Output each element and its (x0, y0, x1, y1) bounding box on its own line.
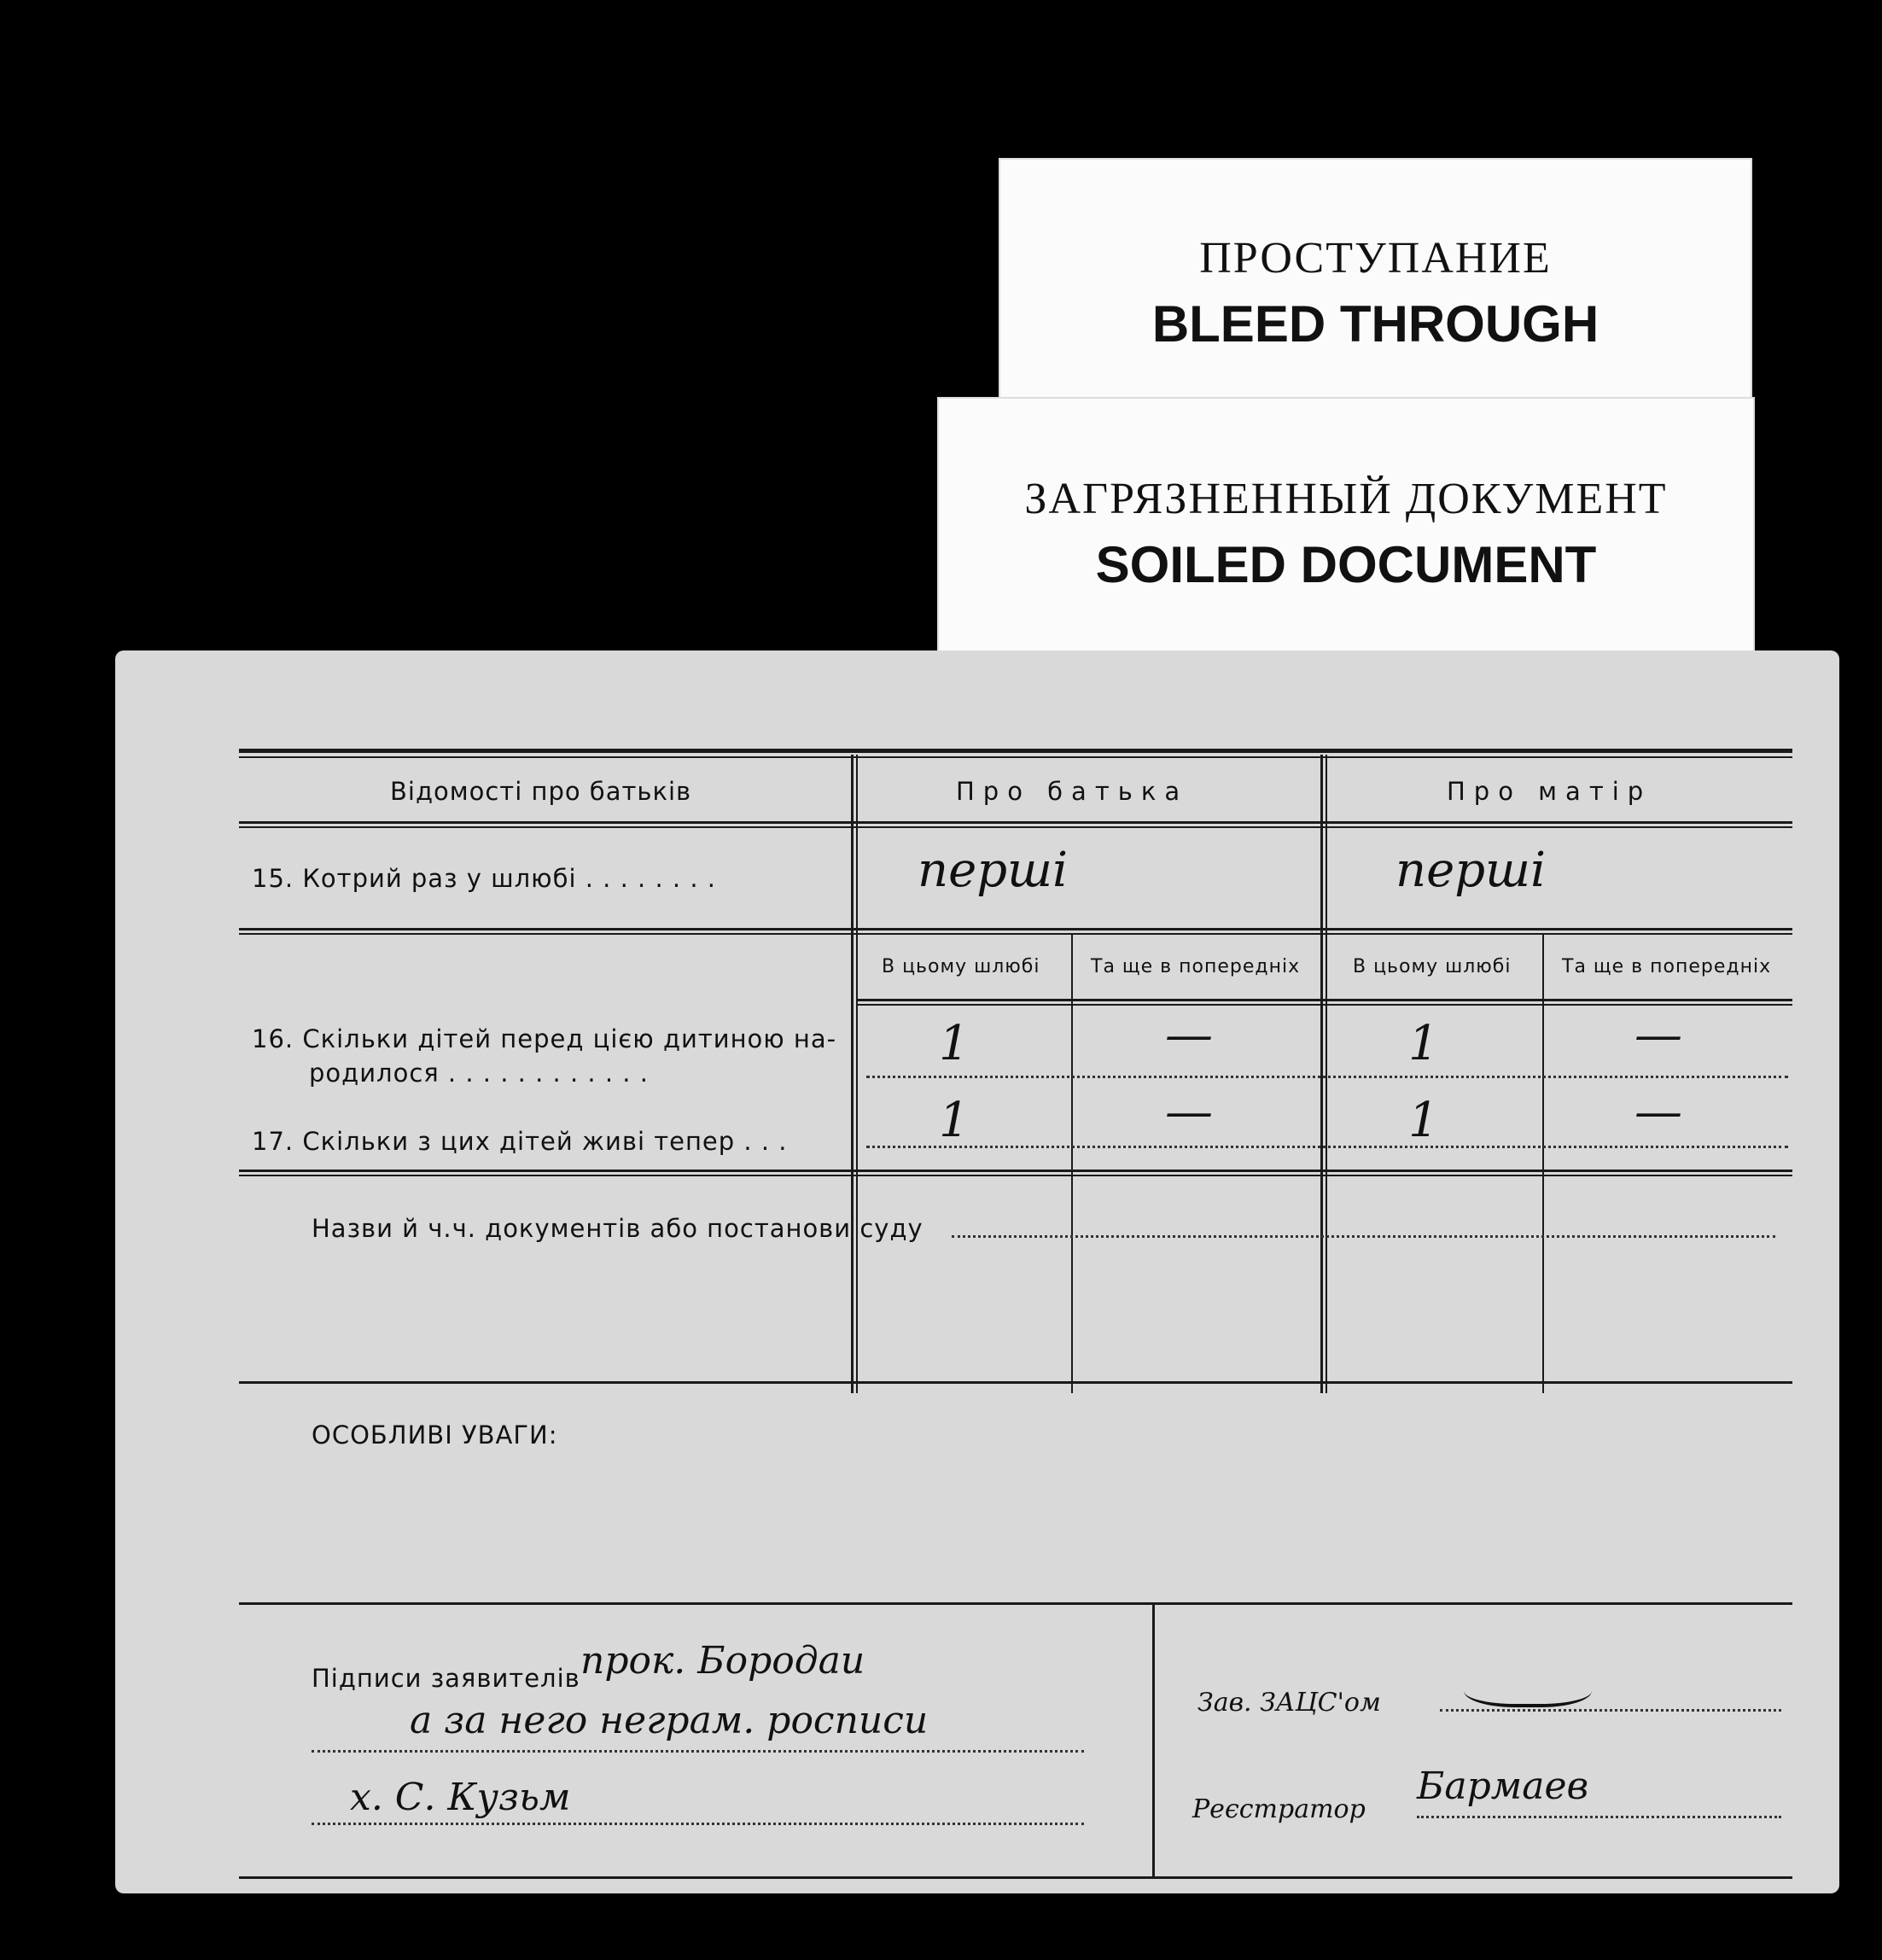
col-divider (856, 755, 858, 1393)
head-signature (1464, 1666, 1592, 1707)
row16-label-line1: 16. Скільки дітей перед цією дитиною на- (252, 1024, 837, 1053)
head-label: Зав. ЗАЦС'ом (1197, 1688, 1381, 1718)
row16-mother-prev: — (1634, 1007, 1682, 1063)
row16-label-line2: родилося . . . . . . . . . . . . (309, 1059, 649, 1088)
rule (239, 1381, 1792, 1384)
col-divider (1320, 755, 1323, 1393)
row16-father-prev: — (1165, 1007, 1213, 1063)
soiled-document-en: SOILED DOCUMENT (1095, 536, 1597, 593)
signature-line3: х. С. Кузьм (350, 1776, 571, 1819)
bleed-through-en: BLEED THROUGH (1151, 295, 1599, 353)
header-father: Про батька (956, 777, 1189, 806)
signature-line2: а за него неграм. росписи (410, 1699, 929, 1742)
rule (239, 1170, 1792, 1172)
subheader-father-this: В цьому шлюбі (882, 956, 1040, 977)
soiled-document-flag (937, 397, 1755, 670)
soiled-document-ru: ЗАГРЯЗНЕННЫЙ ДОКУМЕНТ (1024, 475, 1668, 523)
col-divider (851, 755, 854, 1393)
header-parents-info: Відомості про батьків (390, 777, 692, 806)
rule (239, 933, 1792, 935)
rule (856, 1004, 1792, 1006)
row17-label: 17. Скільки з цих дітей живі тепер . . . (252, 1127, 788, 1156)
signature-dotted-line (312, 1750, 1084, 1753)
rule (239, 1175, 1792, 1176)
header-mother: Про матір (1447, 777, 1652, 806)
rule (856, 999, 1792, 1001)
subheader-father-prev: Та ще в попередніх (1091, 956, 1301, 977)
row17-mother-this: 1 (1408, 1093, 1439, 1148)
head-dotted-line (1440, 1709, 1781, 1712)
registrar-signature: Бармаев (1417, 1765, 1589, 1808)
subheader-mother-prev: Та ще в попередніх (1562, 956, 1772, 977)
top-rule-thin (239, 756, 1792, 758)
rule (239, 821, 1792, 824)
documents-dotted-line (952, 1235, 1775, 1238)
subheader-mother-this: В цьому шлюбі (1353, 956, 1512, 977)
row15-mother-value: перші (1395, 843, 1547, 898)
row15-father-value: перші (918, 843, 1069, 898)
notes-label: ОСОБЛИВІ УВАГИ: (312, 1420, 558, 1450)
signature-dotted-line (312, 1823, 1084, 1825)
rule (239, 928, 1792, 930)
row17-dotted-rule (866, 1146, 1788, 1148)
subcol-divider (1542, 934, 1544, 1393)
registrar-label: Реєстратор (1192, 1794, 1366, 1824)
row16-father-this: 1 (939, 1016, 970, 1071)
row17-mother-prev: — (1634, 1084, 1682, 1140)
col-divider (1326, 755, 1327, 1393)
row17-father-this: 1 (939, 1093, 970, 1148)
rule (239, 826, 1792, 828)
signatures-label: Підписи заявителів (312, 1664, 580, 1693)
documents-label: Назви й ч.ч. документів або постанови суду (312, 1214, 924, 1243)
bottom-rule (239, 1876, 1792, 1879)
signatures-divider (1152, 1605, 1155, 1876)
registrar-dotted-line (1417, 1816, 1781, 1818)
signature-line1: прок. Бородаи (580, 1639, 865, 1683)
bleed-through-ru: ПРОСТУПАНИЕ (1199, 234, 1552, 283)
rule (239, 1602, 1792, 1605)
row17-father-prev: — (1165, 1084, 1213, 1140)
top-rule (239, 749, 1792, 753)
row15-label: 15. Котрий раз у шлюбі . . . . . . . . (252, 864, 716, 893)
subcol-divider (1071, 934, 1073, 1393)
record-card (115, 650, 1839, 1893)
bleed-through-flag (999, 158, 1752, 410)
row16-mother-this: 1 (1408, 1016, 1439, 1071)
row16-dotted-rule (866, 1076, 1788, 1078)
